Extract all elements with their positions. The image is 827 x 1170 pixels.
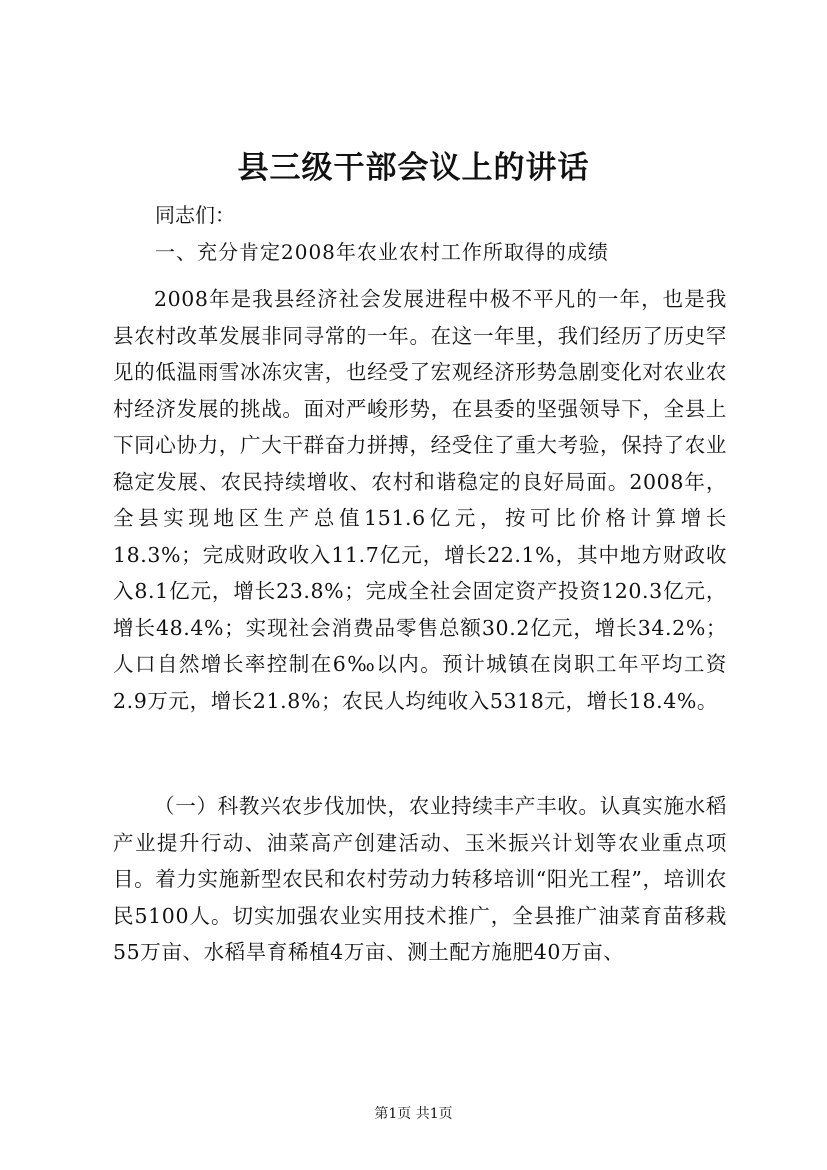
section-heading: 一、充分肯定2008年农业农村工作所取得的成绩	[155, 240, 609, 264]
page-number: 第1页 共1页	[374, 1106, 453, 1122]
body-paragraph-2: （一）科教兴农步伐加快，农业持续丰产丰收。认真实施水稻产业提升行动、油菜高产创建活动、玉米振兴计划等农业重点项目。着力实施新型农民和农村劳动力转移培训“阳光工程”，培训农民5100人。切实加强农业实用技术推广，全县推广油菜育苗移栽55万亩、水稻旱育稀植4万亩、测土配方施肥40万亩、	[113, 794, 727, 964]
document-title: 县三级干部会议上的讲话	[237, 150, 590, 186]
salutation: 同志们：	[155, 203, 235, 227]
body-paragraph-1: 2008年是我县经济社会发展进程中极不平凡的一年，也是我县农村改革发展非同寻常的一年。在这一年里，我们经历了历史罕见的低温雨雪冰冻灾害，也经受了宏观经济形势急剧变化对农业农村经济发展的挑战。面对严峻形势，在县委的坚强领导下，全县上下同心协力，广大干群奋力拼搏，经受住了重大考验，保持了农业稳定发展、农民持续增收、农村和谐稳定的良好局面。2008年，全县实现地区生产总值151.6亿元，按可比价格计算增长18.3%；完成财政收入11.7亿元，增长22.1%，其中地方财政收入8.1亿元，增长23.8%；完成全社会固定资产投资120.3亿元，增长48.4%；实现社会消费品零售总额30.2亿元，增长34.2%；人口自然增长率控制在6‰以内。预计城镇在岗职工年平均工资2.9万元，增长21.8%；农民人均纯收入5318元，增长18.4%。	[113, 287, 727, 713]
